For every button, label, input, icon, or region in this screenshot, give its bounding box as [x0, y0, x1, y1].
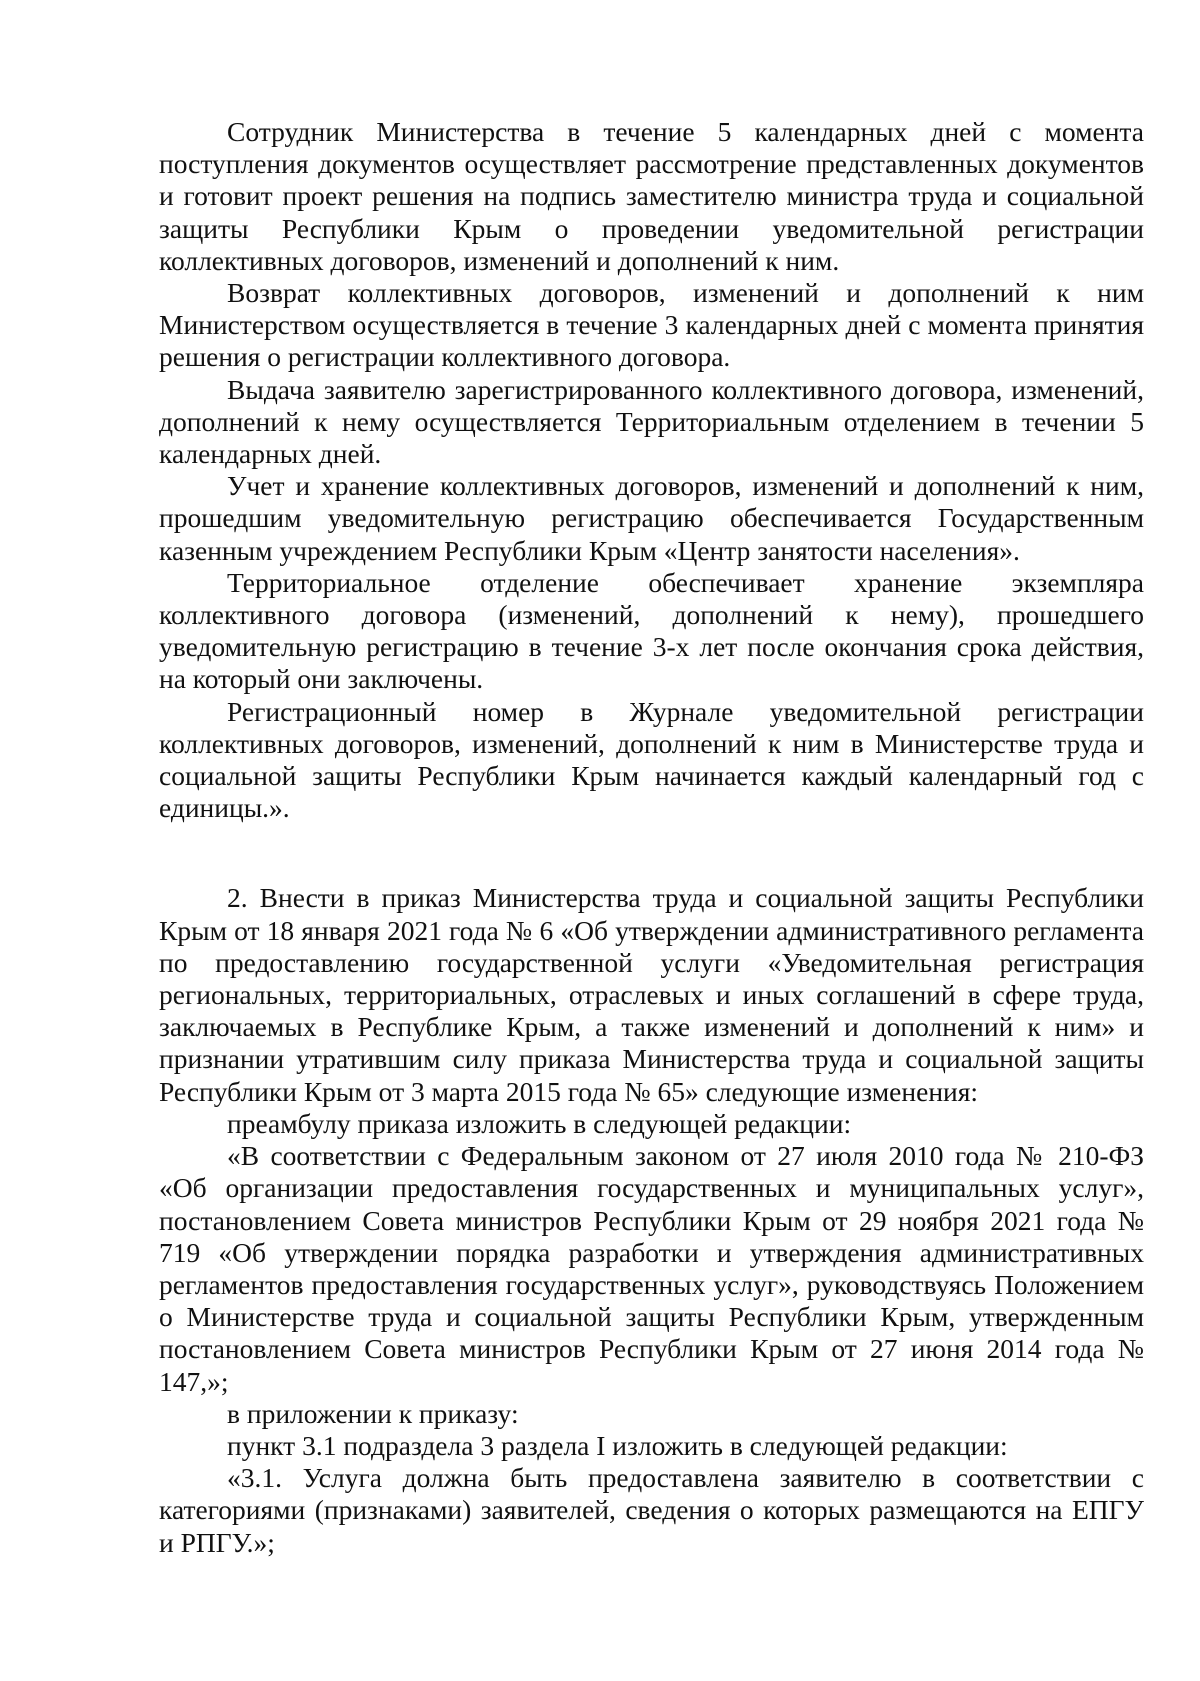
- paragraph-preamble-text: «В соответствии с Федеральным законом от 27 июля 2010 года № 210-ФЗ «Об организации предоставления государственных и муниципальных услуг», постановлением Совета министров Республики Крым от 29 ноября 2021 года № 719 «Об утверждении порядка разработки и утверждения административных регламентов предоставления государственных услуг», руководствуясь Положением о Министерстве труда и социальной защиты Республики Крым, утвержденным постановлением Совета министров Республики Крым от 27 июня 2014 года № 147,»;: [159, 1140, 1144, 1397]
- paragraph-annex-intro: в приложении к приказу:: [227, 1397, 519, 1429]
- paragraph-territorial-storage: Территориальное отделение обеспечивает хранение экземпляра коллективного договора (изменений, дополнений к нему), прошедшего уведомительную регистрацию в течение 3-х лет после окончания срока действия, на который они заключены.: [159, 566, 1144, 695]
- paragraph-issue-to-applicant: Выдача заявителю зарегистрированного коллективного договора, изменений, дополнений к нему осуществляется Территориальным отделением в течении 5 календарных дней.: [159, 373, 1144, 470]
- paragraph-preamble-intro: преамбулу приказа изложить в следующей редакции:: [227, 1107, 852, 1139]
- paragraph-accounting-storage: Учет и хранение коллективных договоров, изменений и дополнений к ним, прошедшим уведомительную регистрацию обеспечивается Государственным казенным учреждением Республики Крым «Центр занятости населения».: [159, 470, 1144, 566]
- section-gap: [159, 824, 1144, 882]
- paragraph-employee-review: Сотрудник Министерства в течение 5 календарных дней с момента поступления документов осуществляет рассмотрение представленных документов и готовит проект решения на подпись заместителю министра труда и социальной защиты Республики Крым о проведении уведомительной регистрации коллективных договоров, изменений и дополнений к ним.: [159, 116, 1144, 276]
- paragraph-clause-3-1-text: «3.1. Услуга должна быть предоставлена заявителю в соответствии с категориями (признаками) заявителей, сведения о которых размещаются на ЕПГУ и РПГУ.»;: [159, 1462, 1144, 1558]
- paragraph-return-documents: Возврат коллективных договоров, изменений и дополнений к ним Министерством осуществляется в течение 3 календарных дней с момента принятия решения о регистрации коллективного договора.: [159, 277, 1144, 373]
- paragraph-clause-3-1-intro: пункт 3.1 подраздела 3 раздела I изложить в следующей редакции:: [227, 1429, 1008, 1461]
- paragraph-item-2-amendment: 2. Внести в приказ Министерства труда и социальной защиты Республики Крым от 18 января 2021 года № 6 «Об утверждении административного регламента по предоставлению государственной услуги «Уведомительная регистрация региональных, территориальных, отраслевых и иных соглашений в сфере труда, заключаемых в Республике Крым, а также изменений и дополнений к ним» и признании утратившим силу приказа Министерства труда и социальной защиты Республики Крым от 3 марта 2015 года № 65» следующие изменения:: [159, 882, 1144, 1107]
- paragraph-registration-number: Регистрационный номер в Журнале уведомительной регистрации коллективных договоров, изменений, дополнений к ним в Министерстве труда и социальной защиты Республики Крым начинается каждый календарный год с единицы.».: [159, 695, 1144, 824]
